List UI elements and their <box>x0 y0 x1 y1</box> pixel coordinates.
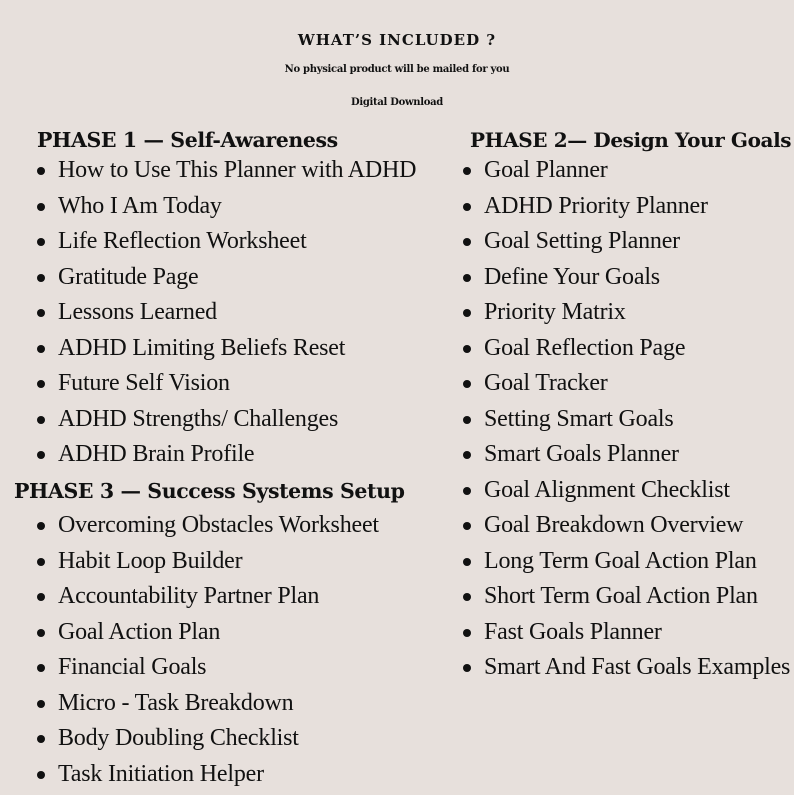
list-item: ADHD Priority Planner <box>463 192 790 228</box>
phase1-heading: PHASE 1 — Self-Awareness <box>37 127 338 153</box>
list-item: Future Self Vision <box>37 369 416 405</box>
download-notice: Digital Download <box>0 89 794 117</box>
list-item: Accountability Partner Plan <box>37 582 379 618</box>
phase2-heading: PHASE 2— Design Your Goals <box>470 127 791 153</box>
page-title: WHAT’S INCLUDED ? <box>0 20 794 60</box>
phase3-heading: PHASE 3 — Success Systems Setup <box>14 478 405 504</box>
list-item: Goal Reflection Page <box>463 334 790 370</box>
list-item: Goal Alignment Checklist <box>463 476 790 512</box>
list-item: Goal Setting Planner <box>463 227 790 263</box>
list-item: Smart Goals Planner <box>463 440 790 476</box>
list-item: ADHD Limiting Beliefs Reset <box>37 334 416 370</box>
list-item: Gratitude Page <box>37 263 416 299</box>
list-item: Habit Loop Builder <box>37 547 379 583</box>
list-item: Micro - Task Breakdown <box>37 689 379 725</box>
phase3-list <box>37 511 379 795</box>
list-item: Smart And Fast Goals Examples <box>463 653 790 689</box>
list-item: Lessons Learned <box>37 298 416 334</box>
list-item: Who I Am Today <box>37 192 416 228</box>
list-item: Task Initiation Helper <box>37 760 379 795</box>
list-item: Life Reflection Worksheet <box>37 227 416 263</box>
list-item: Goal Action Plan <box>37 618 379 654</box>
phase2-list <box>463 156 790 689</box>
list-item: Goal Planner <box>463 156 790 192</box>
list-item: Goal Breakdown Overview <box>463 511 790 547</box>
list-item: Define Your Goals <box>463 263 790 299</box>
list-item: ADHD Brain Profile <box>37 440 416 476</box>
list-item: Goal Tracker <box>463 369 790 405</box>
list-item: Priority Matrix <box>463 298 790 334</box>
shipping-notice: No physical product will be mailed for you <box>0 56 794 84</box>
list-item: Fast Goals Planner <box>463 618 790 654</box>
list-item: Financial Goals <box>37 653 379 689</box>
phase1-list <box>37 156 416 476</box>
list-item: Body Doubling Checklist <box>37 724 379 760</box>
list-item: Short Term Goal Action Plan <box>463 582 790 618</box>
list-item: Long Term Goal Action Plan <box>463 547 790 583</box>
list-item: Overcoming Obstacles Worksheet <box>37 511 379 547</box>
list-item: ADHD Strengths/ Challenges <box>37 405 416 441</box>
list-item: Setting Smart Goals <box>463 405 790 441</box>
list-item: How to Use This Planner with ADHD <box>37 156 416 192</box>
